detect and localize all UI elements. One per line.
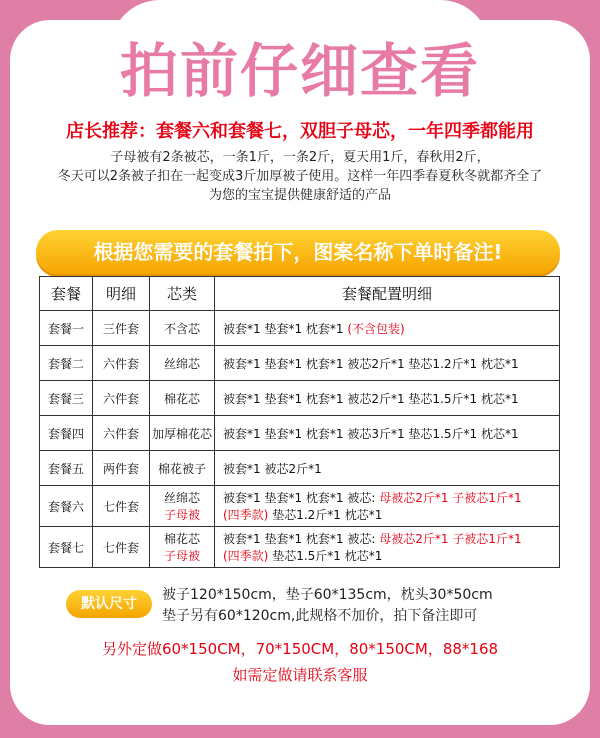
config-text: 垫芯1.2斤*1 枕芯*1 [268, 508, 383, 522]
core-label: 丝绵芯 [163, 356, 200, 371]
core-label: 加厚棉花芯 [151, 426, 212, 441]
header-cell: 套餐配置明细 [215, 277, 560, 311]
pkg-cell: 套餐二 [40, 346, 93, 381]
detail-cell: 两件套 [93, 451, 150, 486]
custom-sizes: 另外定做60*150CM，70*150CM，80*150CM，88*168 [101, 640, 499, 658]
default-size-badge: 默认尺寸 [66, 590, 152, 618]
config-text: 被套*1 垫套*1 枕套*1 被芯: [223, 532, 380, 546]
pkg-cell: 套餐七 [40, 527, 93, 568]
config-cell [215, 416, 560, 451]
config-highlight: 母被芯2斤*1 子被芯1斤*1 [379, 532, 522, 546]
detail-cell: 七件套 [93, 486, 150, 527]
table-row [40, 527, 560, 568]
desc-line: 子母被有2条被芯，一条1斤，一条2斤，夏天用1斤，春秋用2斤， [110, 150, 490, 165]
pkg-cell: 套餐六 [40, 486, 93, 527]
header-cell: 芯类 [150, 277, 215, 311]
config-line [223, 530, 559, 547]
config-line [223, 390, 559, 407]
core-sublabel: 子母被 [163, 549, 200, 563]
desc-line: 为您的宝宝提供健康舒适的产品 [208, 188, 391, 203]
page-title: 拍前仔细查看 [119, 37, 480, 105]
config-highlight: (不含包装) [347, 321, 405, 336]
config-highlight: (四季款) [223, 549, 269, 563]
contact-note: 如需定做请联系客服 [232, 666, 368, 684]
config-line [223, 355, 559, 372]
config-line [223, 460, 559, 477]
header-cell: 套餐 [40, 277, 93, 311]
pkg-cell: 套餐三 [40, 381, 93, 416]
config-line [223, 506, 559, 523]
size-info [162, 585, 582, 627]
config-text: 被套*1 垫套*1 枕套*1 被芯: [223, 491, 380, 505]
config-highlight: 母被芯2斤*1 子被芯1斤*1 [379, 491, 522, 505]
core-label: 丝绵芯 [163, 491, 200, 505]
core-cell [150, 486, 215, 527]
size-line: 垫子另有60*120cm,此规格不加价，拍下备注即可 [162, 608, 478, 624]
pkg-cell: 套餐五 [40, 451, 93, 486]
detail-cell: 六件套 [93, 346, 150, 381]
detail-cell: 三件套 [93, 311, 150, 346]
config-line [223, 489, 559, 506]
core-label: 棉花芯 [163, 532, 200, 546]
pkg-cell: 套餐四 [40, 416, 93, 451]
core-cell [150, 381, 215, 416]
config-text: 被套*1 垫套*1 枕套*1 [223, 321, 348, 336]
core-label: 棉花被子 [157, 461, 206, 476]
pkg-cell: 套餐一 [40, 311, 93, 346]
table-row [40, 451, 560, 486]
config-highlight: (四季款) [223, 508, 269, 522]
description [20, 148, 580, 205]
table-row [40, 486, 560, 527]
core-cell [150, 416, 215, 451]
core-cell [150, 346, 215, 381]
config-text: 被套*1 被芯2斤*1 [223, 461, 322, 476]
core-label: 棉花芯 [163, 391, 200, 406]
table-row [40, 381, 560, 416]
desc-line: 冬天可以2条被子扣在一起变成3斤加厚被子使用。这样一年四季春夏秋冬就都齐全了 [57, 169, 543, 184]
table-row [40, 311, 560, 346]
banner-text: 根据您需要的套餐拍下，图案名称下单时备注! [93, 240, 503, 264]
core-cell [150, 451, 215, 486]
config-line [223, 425, 559, 442]
config-text: 被套*1 垫套*1 枕套*1 被芯3斤*1 垫芯1.5斤*1 枕芯*1 [223, 426, 519, 441]
config-cell [215, 381, 560, 416]
core-cell [150, 311, 215, 346]
order-banner [36, 230, 560, 274]
config-cell [215, 311, 560, 346]
recommend-text: 店长推荐：套餐六和套餐七，双胆子母芯，一年四季都能用 [66, 121, 534, 142]
config-text: 被套*1 垫套*1 枕套*1 被芯2斤*1 垫芯1.5斤*1 枕芯*1 [223, 391, 519, 406]
config-cell [215, 346, 560, 381]
config-text: 垫芯1.5斤*1 枕芯*1 [268, 549, 383, 563]
table-row [40, 346, 560, 381]
core-sublabel: 子母被 [163, 508, 200, 522]
size-line: 被子120*150cm，垫子60*135cm，枕头30*50cm [162, 587, 493, 603]
table-header [40, 277, 560, 311]
header-cell: 明细 [93, 277, 150, 311]
table-row [40, 416, 560, 451]
detail-cell: 六件套 [93, 416, 150, 451]
core-label: 不含芯 [163, 321, 200, 336]
config-cell [215, 527, 560, 568]
detail-cell: 七件套 [93, 527, 150, 568]
package-table [39, 276, 560, 568]
detail-cell: 六件套 [93, 381, 150, 416]
config-line [223, 320, 559, 337]
config-cell [215, 451, 560, 486]
core-cell [150, 527, 215, 568]
config-cell [215, 486, 560, 527]
config-line [223, 547, 559, 564]
config-text: 被套*1 垫套*1 枕套*1 被芯2斤*1 垫芯1.2斤*1 枕芯*1 [223, 356, 519, 371]
